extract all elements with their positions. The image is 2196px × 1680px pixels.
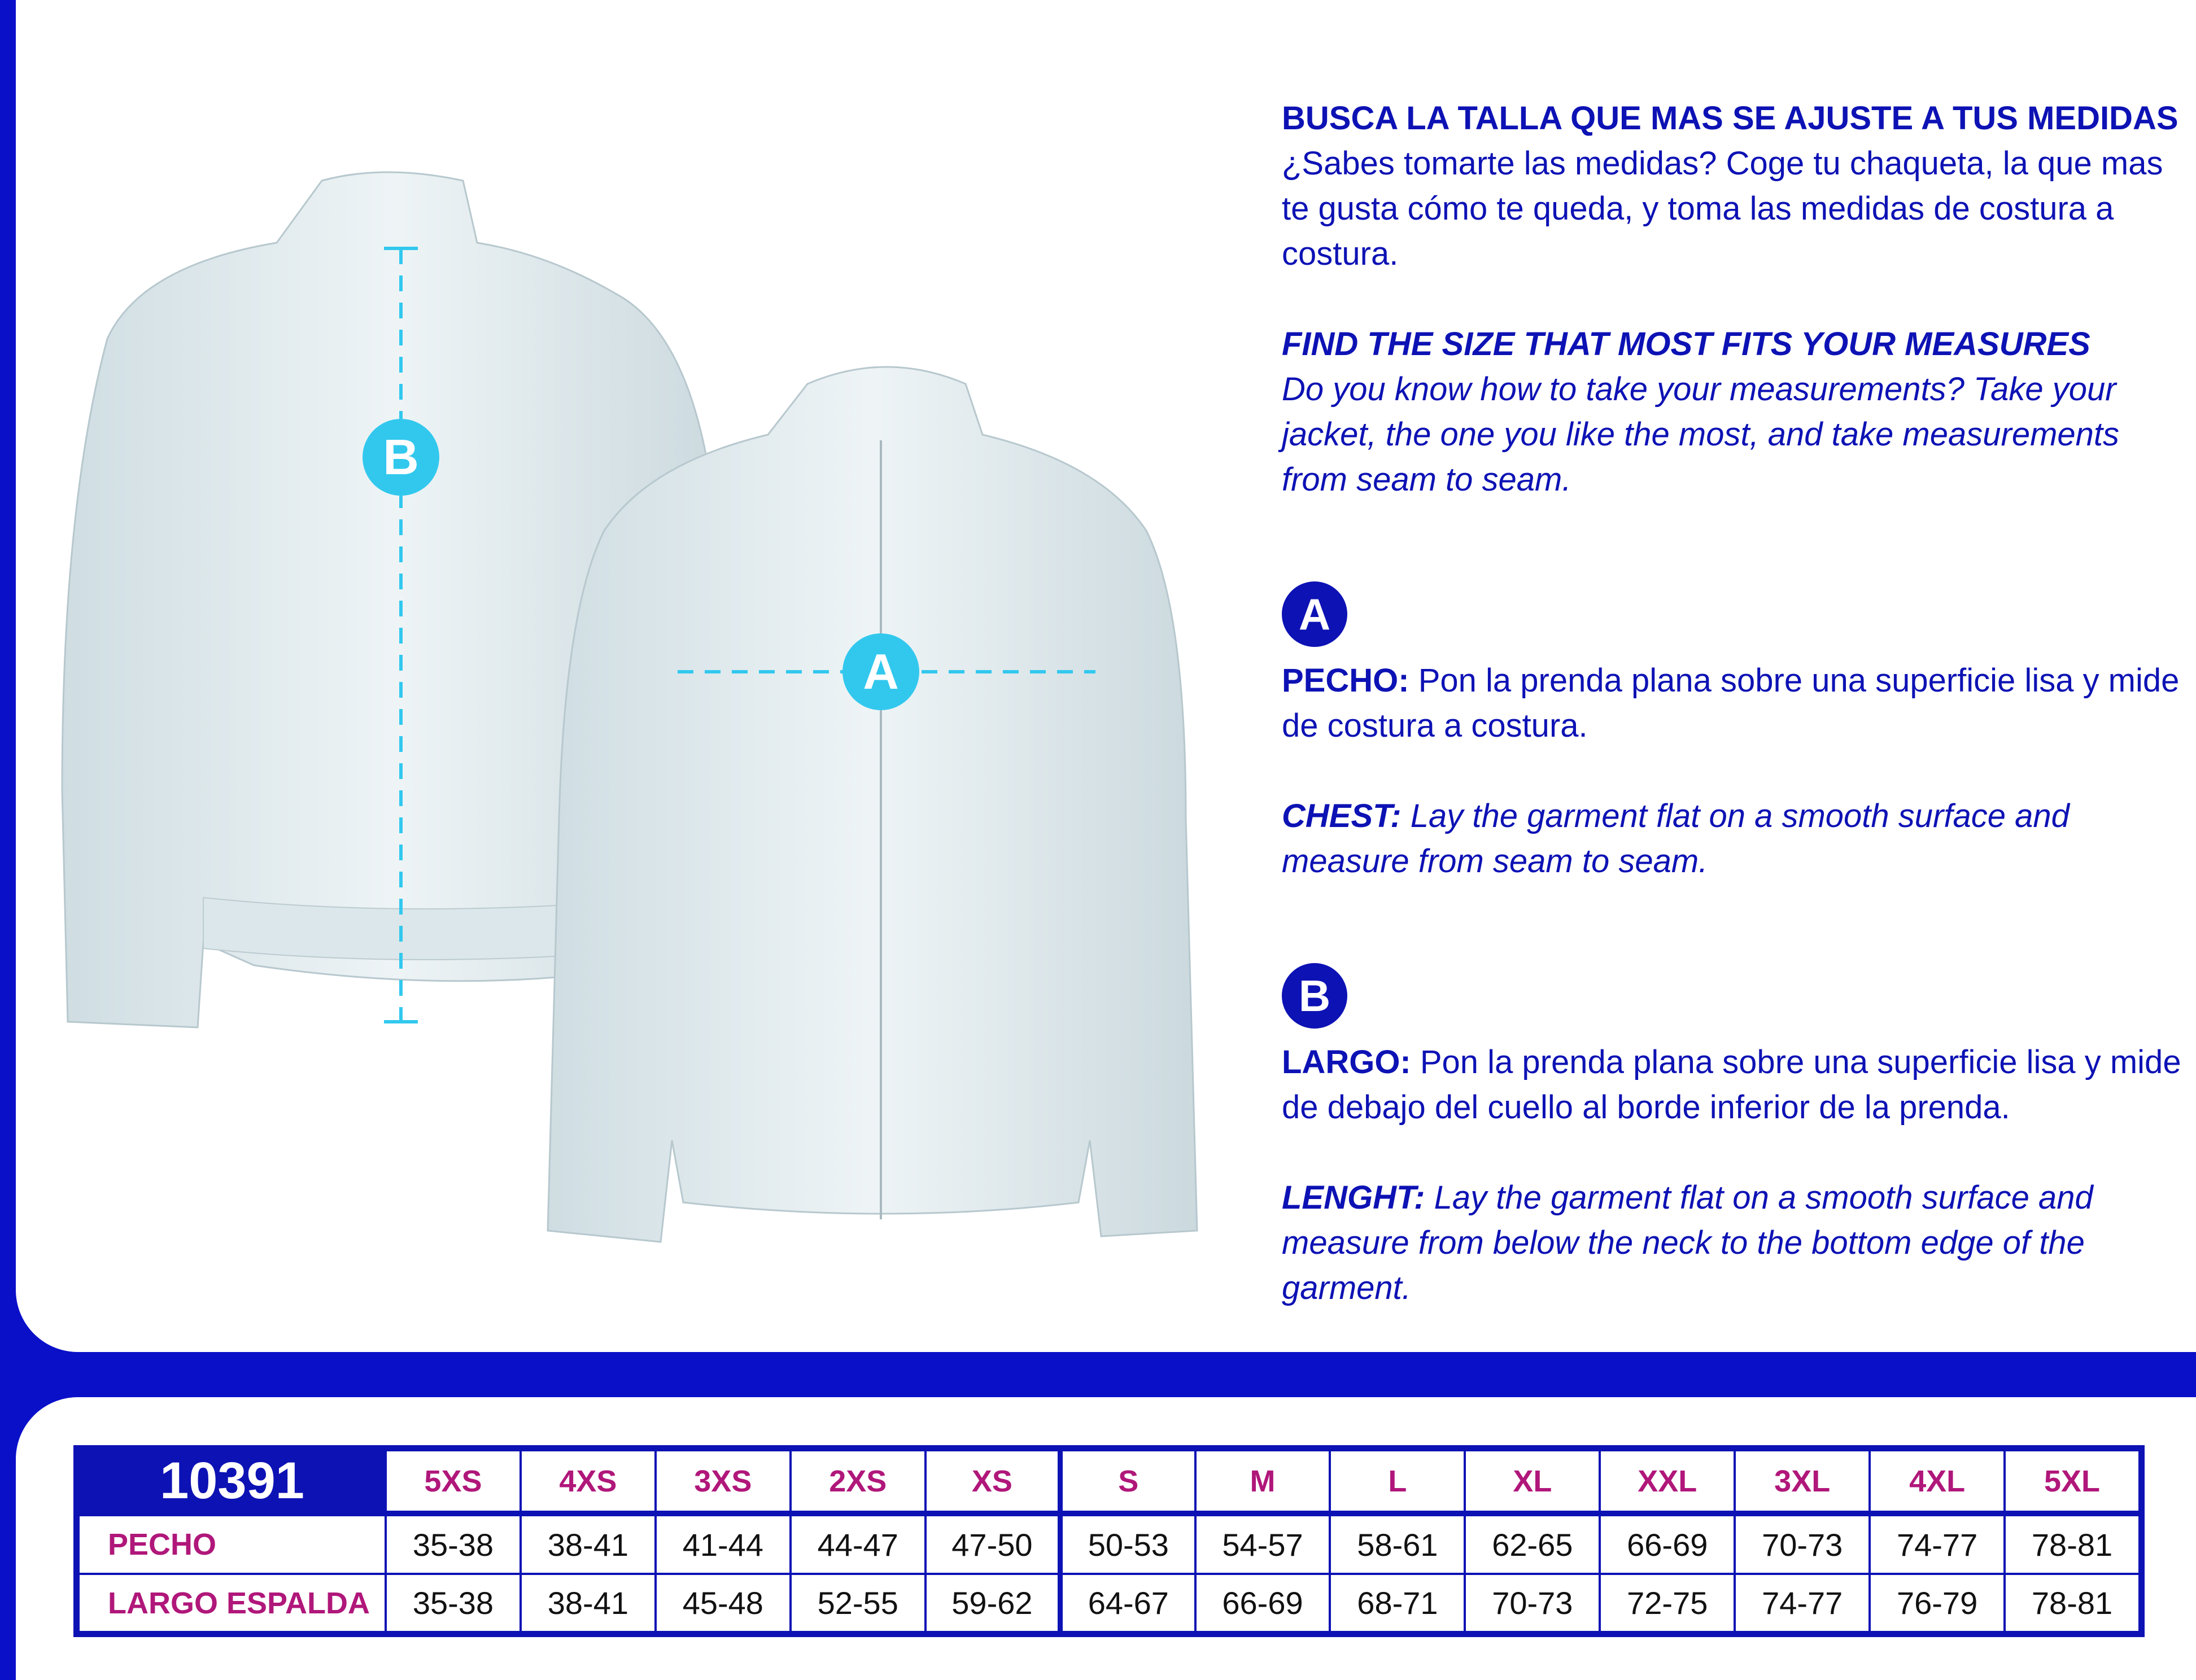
section-b-es-text: Pon la prenda plana sobre una superficie lisa y mide de debajo del cuello al borde inferior de la prenda. xyxy=(1282,1044,2181,1126)
size-cell: 3XS xyxy=(656,1450,791,1513)
table-cell: 38-41 xyxy=(521,1574,656,1632)
section-b-en xyxy=(1282,1175,2185,1311)
size-cell: 3XL xyxy=(1735,1450,1870,1513)
intro-es-text: ¿Sabes tomarte las medidas? Coge tu chaqueta, la que mas te gusta cómo te queda, y toma las medidas de costura a costura. xyxy=(1282,145,2163,272)
size-cell: M xyxy=(1195,1450,1330,1513)
size-cell: XL xyxy=(1465,1450,1600,1513)
section-a-es xyxy=(1282,658,2185,749)
table-cell: 78-81 xyxy=(2005,1513,2140,1574)
row-label-pecho: PECHO xyxy=(78,1513,386,1574)
section-a-en-label: CHEST: xyxy=(1282,798,1402,834)
table-cell: 74-77 xyxy=(1735,1574,1870,1632)
table-cell: 72-75 xyxy=(1600,1574,1735,1632)
marker-b-label: B xyxy=(383,429,419,485)
size-cell: XS xyxy=(925,1450,1060,1513)
table-cell: 58-61 xyxy=(1330,1513,1465,1574)
size-header-row xyxy=(78,1450,2140,1513)
section-b-en-label: LENGHT: xyxy=(1282,1179,1425,1216)
size-table-grid xyxy=(77,1449,2141,1633)
table-cell: 62-65 xyxy=(1465,1513,1600,1574)
section-a-en-text: Lay the garment flat on a smooth surface and measure from seam to seam. xyxy=(1282,798,2070,880)
table-cell: 45-48 xyxy=(656,1574,791,1632)
table-row-pecho xyxy=(78,1513,2140,1574)
table-cell: 70-73 xyxy=(1465,1574,1600,1632)
table-cell: 44-47 xyxy=(791,1513,925,1574)
table-cell: 41-44 xyxy=(656,1513,791,1574)
jacket-front-view xyxy=(548,367,1197,1242)
section-b-es-label: LARGO: xyxy=(1282,1044,1411,1080)
table-cell: 59-62 xyxy=(925,1574,1060,1632)
section-a-es-label: PECHO: xyxy=(1282,662,1409,699)
section-a-en xyxy=(1282,794,2185,884)
table-cell: 64-67 xyxy=(1060,1574,1195,1632)
table-cell: 38-41 xyxy=(521,1513,656,1574)
intro-en-text: Do you know how to take your measurements? Take your jacket, the one you like the most, and take measurements from seam to seam. xyxy=(1282,371,2120,498)
table-cell: 68-71 xyxy=(1330,1574,1465,1632)
table-cell: 76-79 xyxy=(1870,1574,2005,1632)
size-cell: S xyxy=(1060,1450,1195,1513)
intro-es-title: BUSCA LA TALLA QUE MAS SE AJUSTE A TUS MEDIDAS xyxy=(1282,100,2178,137)
table-row-largo-espalda xyxy=(78,1574,2140,1632)
size-cell: 4XS xyxy=(521,1450,656,1513)
size-table xyxy=(73,1445,2145,1637)
table-cell: 54-57 xyxy=(1195,1513,1330,1574)
table-cell: 47-50 xyxy=(925,1513,1060,1574)
size-cell: L xyxy=(1330,1450,1465,1513)
marker-a-label: A xyxy=(863,644,899,699)
table-cell: 35-38 xyxy=(386,1574,521,1632)
table-cell: 66-69 xyxy=(1195,1574,1330,1632)
size-cell: XXL xyxy=(1600,1450,1735,1513)
section-b-en-text: Lay the garment flat on a smooth surface and measure from below the neck to the bottom edge of the garment. xyxy=(1282,1179,2093,1306)
section-a-badge: A xyxy=(1282,581,1347,647)
section-b-es xyxy=(1282,1040,2185,1130)
row-label-largo-espalda: LARGO ESPALDA xyxy=(78,1574,386,1632)
table-cell: 66-69 xyxy=(1600,1513,1735,1574)
size-cell: 5XL xyxy=(2005,1450,2140,1513)
table-cell: 50-53 xyxy=(1060,1513,1195,1574)
instructions xyxy=(1282,96,2185,1311)
product-code: 10391 xyxy=(78,1450,386,1513)
table-cell: 35-38 xyxy=(386,1513,521,1574)
section-a-es-text: Pon la prenda plana sobre una superficie lisa y mide de costura a costura. xyxy=(1282,662,2180,744)
table-cell: 70-73 xyxy=(1735,1513,1870,1574)
table-cell: 78-81 xyxy=(2005,1574,2140,1632)
intro-en-title: FIND THE SIZE THAT MOST FITS YOUR MEASURES xyxy=(1282,326,2090,362)
size-cell: 4XL xyxy=(1870,1450,2005,1513)
table-cell: 52-55 xyxy=(791,1574,925,1632)
jacket-illustration xyxy=(51,169,1254,1270)
size-cell: 5XS xyxy=(386,1450,521,1513)
size-cell: 2XS xyxy=(791,1450,925,1513)
section-b-badge: B xyxy=(1282,963,1347,1029)
table-cell: 74-77 xyxy=(1870,1513,2005,1574)
